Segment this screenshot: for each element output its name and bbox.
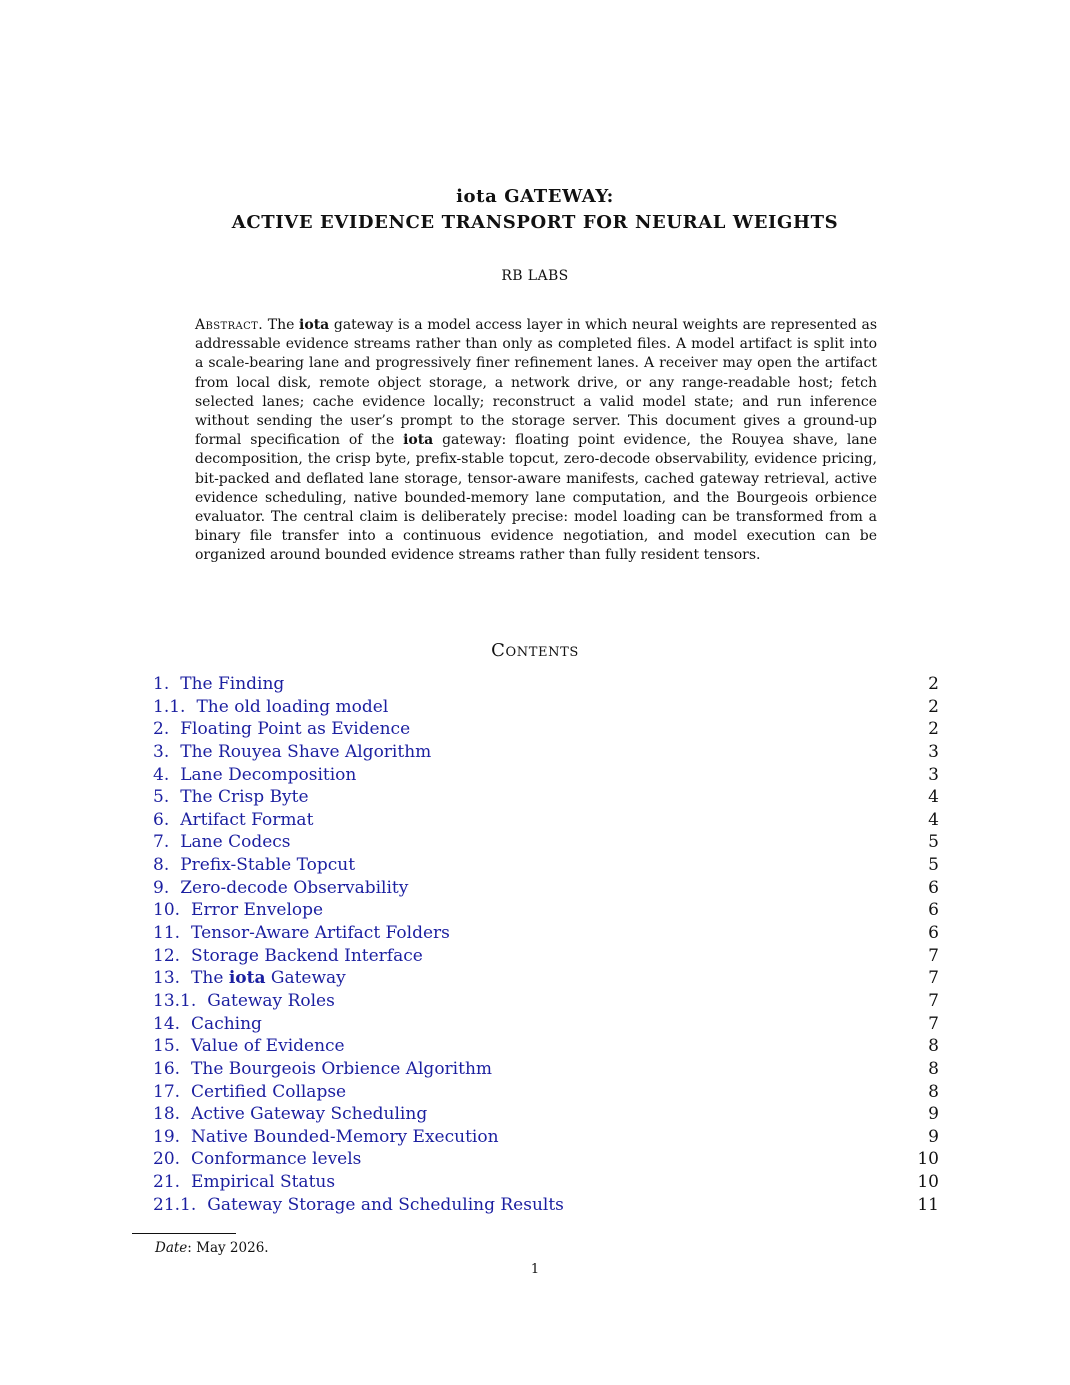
toc-entry-number: 19.: [153, 1126, 181, 1147]
toc-entry-title: The Crisp Byte: [180, 787, 309, 808]
toc-entry-title: Error Envelope: [191, 900, 324, 921]
toc-entry[interactable]: [153, 967, 939, 990]
toc-entry-number: 9.: [153, 877, 170, 898]
toc-entry-page: 4: [928, 787, 939, 808]
toc-entry-page: 2: [928, 674, 939, 694]
toc-entry-number: 4.: [153, 764, 170, 785]
toc-entry-link[interactable]: [207, 1194, 564, 1217]
toc-entry[interactable]: [153, 696, 939, 719]
toc-entry-page: 10: [917, 1172, 939, 1193]
toc-entry[interactable]: [153, 1058, 939, 1081]
toc-entry[interactable]: [153, 877, 939, 900]
toc-entry-number: 1.: [153, 674, 170, 694]
paper-title-line-2: ACTIVE EVIDENCE TRANSPORT FOR NEURAL WEIGHTS: [231, 212, 839, 233]
toc-entry-link[interactable]: [180, 718, 410, 741]
toc-entry-title: The Rouyea Shave Algorithm: [180, 741, 432, 762]
toc-entry[interactable]: [153, 899, 939, 922]
abstract-bold-term: iota: [403, 432, 434, 449]
toc-entry-bold-term: iota: [228, 968, 266, 989]
toc-entry[interactable]: [153, 831, 939, 854]
toc-entry-page: 7: [928, 1013, 939, 1034]
toc-entry-link[interactable]: [180, 877, 408, 900]
toc-entry-number: 12.: [153, 945, 181, 966]
toc-entry-number: 21.1.: [153, 1194, 197, 1215]
toc-entry-title: Active Gateway Scheduling: [191, 1104, 428, 1125]
toc-entry[interactable]: [153, 922, 939, 945]
toc-entry-title: The Bourgeois Orbience Algorithm: [191, 1058, 493, 1079]
toc-entry-number: 7.: [153, 832, 170, 853]
toc-entry-page: 2: [928, 696, 939, 717]
abstract-label: Abstract.: [195, 317, 264, 333]
toc-entry-page: 3: [928, 741, 939, 762]
toc-entry-page: 6: [928, 877, 939, 898]
toc-entry-title: Caching: [191, 1013, 262, 1034]
toc-entry-link[interactable]: [191, 945, 423, 968]
toc-entry[interactable]: [153, 741, 939, 764]
toc-entry-link[interactable]: [180, 786, 308, 809]
toc-entry-title: Storage Backend Interface: [191, 945, 423, 966]
toc-entry-number: 5.: [153, 787, 170, 808]
toc-entry-number: 20.: [153, 1149, 181, 1170]
toc-entry-link[interactable]: [196, 696, 388, 719]
toc-entry-link[interactable]: [191, 1126, 498, 1149]
abstract-text-part: gateway is a model access layer in which neural weights are represented as addressable evidence streams rather than only as completed files. A model artifact is split into a scale-bearing lane and progressively finer refinement lanes. A receiver may open the artifact from local disk, remote object storage, a network drive, or any range-readable host; fetch selected lanes; cache evidence locally; reconstruct a valid model state; and run inference without sending the user’s prompt to the storage server. This document gives a ground-up formal specification of the: [195, 317, 878, 449]
toc-entry-number: 13.1.: [153, 990, 197, 1011]
toc-entry-page: 8: [928, 1036, 939, 1057]
toc-entry-number: 21.: [153, 1172, 181, 1193]
toc-entry-link[interactable]: [191, 1035, 345, 1058]
toc-entry-number: 1.1.: [153, 696, 186, 717]
contents-heading: Contents: [491, 640, 579, 661]
toc-entry-number: 8.: [153, 855, 170, 876]
toc-entry-number: 16.: [153, 1058, 181, 1079]
paper-title-line-1: iota GATEWAY:: [456, 186, 614, 207]
toc-entry-number: 13.: [153, 968, 181, 989]
toc-entry-number: 11.: [153, 923, 181, 944]
toc-entry[interactable]: [153, 1013, 939, 1036]
abstract-bold-term: iota: [299, 317, 330, 333]
abstract-text-part: gateway: floating point evidence, the Rouyea shave, lane decomposition, the crisp byte, prefix-stable topcut, zero-decode observability, evidence pricing, bit-packed and deflated lane storage, tensor-aware manifests, cached gateway retrieval, active evidence scheduling, native bounded-memory lane computation, and the Bourgeois orbience evaluator. The central claim is deliberately precise: model loading can be transformed from a binary file transfer into a continuous evidence negotiation, and model execution can be organized around bounded evidence streams rather than fully resident tensors.: [195, 432, 878, 564]
toc-entry-page: 5: [928, 855, 939, 876]
toc-entry[interactable]: [153, 809, 939, 832]
toc-entry[interactable]: [153, 1035, 939, 1058]
toc-entry[interactable]: [153, 1148, 939, 1171]
toc-entry-number: 18.: [153, 1104, 181, 1125]
toc-entry-link[interactable]: [191, 1148, 361, 1171]
toc-entry-page: 7: [928, 968, 939, 989]
toc-entry[interactable]: [153, 990, 939, 1013]
toc-entry-page: 2: [928, 719, 939, 740]
toc-entry-link[interactable]: [180, 741, 431, 764]
toc-entry-link[interactable]: [191, 1058, 492, 1081]
toc-entry-page: 11: [917, 1194, 939, 1215]
toc-entry[interactable]: [153, 1194, 939, 1217]
toc-entry[interactable]: [153, 718, 939, 741]
toc-entry-number: 15.: [153, 1036, 181, 1057]
toc-entry-page: 9: [928, 1104, 939, 1125]
toc-entry-title: Certified Collapse: [191, 1081, 347, 1102]
toc-entry-page: 6: [928, 900, 939, 921]
toc-entry-title: Zero-decode Observability: [180, 877, 409, 898]
toc-entry-link[interactable]: [191, 922, 450, 945]
toc-entry[interactable]: [153, 1103, 939, 1126]
toc-entry-number: 2.: [153, 719, 170, 740]
toc-entry-page: 8: [928, 1081, 939, 1102]
toc-entry-number: 3.: [153, 741, 170, 762]
toc-entry-page: 9: [928, 1126, 939, 1147]
toc-entry-title: Conformance levels: [191, 1149, 362, 1170]
toc-entry-title: Prefix-Stable Topcut: [180, 855, 356, 876]
toc-entry-title: Lane Decomposition: [180, 764, 357, 785]
toc-entry[interactable]: [153, 673, 939, 696]
toc-entry-title: Empirical Status: [191, 1172, 336, 1193]
toc-entry-link[interactable]: [180, 673, 284, 696]
toc-entry-page: 5: [928, 832, 939, 853]
toc-entry-link[interactable]: [191, 1171, 335, 1194]
toc-entry-link[interactable]: [180, 854, 355, 877]
toc-entry-link[interactable]: [180, 831, 290, 854]
toc-entry-title: The: [191, 968, 229, 989]
toc-entry[interactable]: [153, 854, 939, 877]
toc-entry-page: 7: [928, 945, 939, 966]
toc-entry-number: 10.: [153, 900, 181, 921]
toc-entry-link[interactable]: [180, 809, 313, 832]
toc-entry-title: Floating Point as Evidence: [180, 719, 411, 740]
toc-entry-page: 6: [928, 923, 939, 944]
toc-entry-number: 14.: [153, 1013, 181, 1034]
footnote-value: : May 2026.: [187, 1240, 269, 1256]
toc-entry-title: Lane Codecs: [180, 832, 291, 853]
toc-entry[interactable]: [153, 1171, 939, 1194]
toc-entry-link[interactable]: [191, 967, 346, 990]
toc-entry-link[interactable]: [207, 990, 335, 1013]
abstract: [195, 316, 877, 566]
toc-entry[interactable]: [153, 764, 939, 787]
toc-entry-link[interactable]: [191, 1103, 427, 1126]
toc-entry-link[interactable]: [191, 899, 323, 922]
toc-entry-title: Value of Evidence: [191, 1036, 345, 1057]
toc-entry[interactable]: [153, 1081, 939, 1104]
toc-entry-page: 8: [928, 1058, 939, 1079]
toc-entry-title: Tensor-Aware Artifact Folders: [191, 923, 450, 944]
footnote: [155, 1240, 269, 1256]
toc-entry[interactable]: [153, 786, 939, 809]
toc-entry-link[interactable]: [180, 764, 356, 787]
toc-entry-title: Gateway Storage and Scheduling Results: [207, 1194, 564, 1215]
toc-entry-title: The Finding: [180, 674, 285, 694]
toc-entry-link[interactable]: [191, 1081, 346, 1104]
toc-entry-page: 7: [928, 990, 939, 1011]
table-of-contents: [153, 673, 939, 1216]
footnote-rule: [132, 1233, 236, 1234]
toc-entry-page: 10: [917, 1149, 939, 1170]
toc-entry-page: 4: [928, 809, 939, 830]
toc-entry-title-suffix: Gateway: [265, 968, 346, 989]
toc-entry-title: Native Bounded-Memory Execution: [191, 1126, 499, 1147]
toc-entry[interactable]: [153, 945, 939, 968]
toc-entry-number: 17.: [153, 1081, 181, 1102]
author: RB LABS: [501, 268, 569, 284]
abstract-text-part: The: [267, 317, 295, 333]
toc-entry-link[interactable]: [191, 1013, 262, 1036]
footnote-label: Date: [155, 1240, 188, 1256]
toc-entry-title: Gateway Roles: [207, 990, 335, 1011]
toc-entry[interactable]: [153, 1126, 939, 1149]
toc-entry-title: The old loading model: [196, 696, 389, 717]
toc-entry-number: 6.: [153, 809, 170, 830]
toc-entry-page: 3: [928, 764, 939, 785]
toc-entry-title: Artifact Format: [180, 809, 314, 830]
page-number: 1: [530, 1262, 540, 1277]
